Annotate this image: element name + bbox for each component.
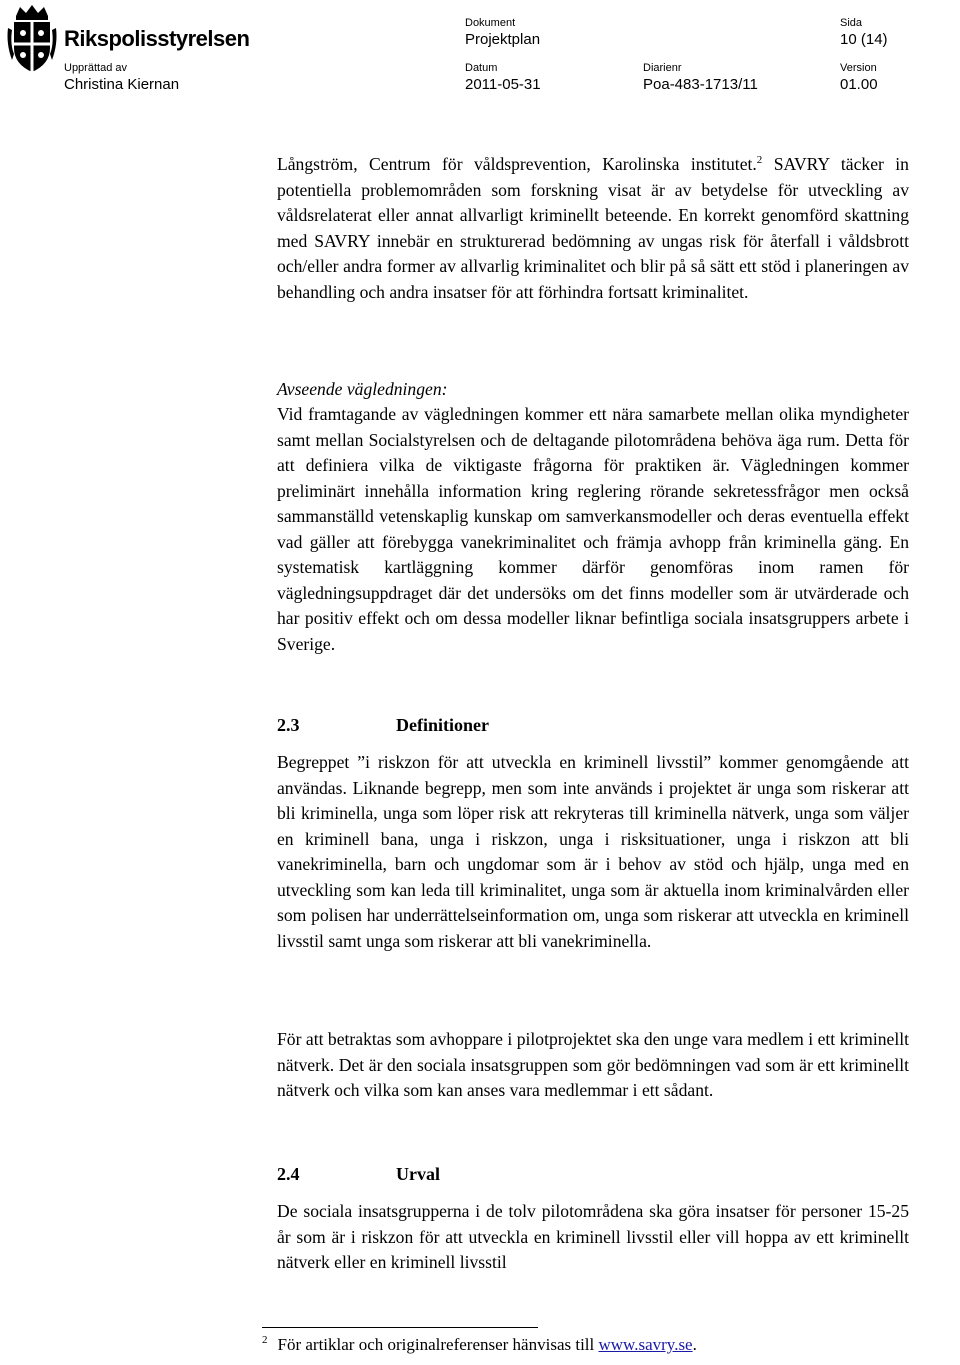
footnote-ref[interactable]: 2 <box>756 154 763 167</box>
footnote-number: 2 <box>262 1334 268 1347</box>
date-field <box>465 62 541 94</box>
author-field <box>64 62 179 94</box>
intro-text-2: SAVRY täcker in potentiella problemområden som forskning visat är av betydelse för utveckling av våldsrelaterat eller annat allvarligt kriminellt beteende. En korrekt genomförd skattning med SAVRY innebär en strukturerad bedömning av ungas risk för återfall i våldsbrott och/eller andra former av allvarlig kriminalitet och blir på så sätt ett stöd i planeringen av behandling och andra insatser för att förhindra fortsatt kriminalitet. <box>277 154 909 302</box>
author-value: Christina Kiernan <box>64 76 180 93</box>
section-number: 2.3 <box>277 715 300 735</box>
footnote-text: För artiklar och originalreferenser hänvisas till <box>277 1335 599 1354</box>
registry-value: Poa-483-1713/11 <box>643 76 758 93</box>
guidance-heading: Avseende vägledningen: <box>277 379 448 399</box>
version-value: 01.00 <box>840 76 878 93</box>
document-value: Projektplan <box>465 31 541 48</box>
page-field <box>840 17 888 49</box>
intro-text-1: Långström, Centrum för våldsprevention, Karolinska institutet. <box>277 154 757 174</box>
document-header <box>0 0 960 100</box>
defector-paragraph: För att betraktas som avhoppare i pilotprojektet ska den unge vara medlem i ett kriminellt nätverk. Det är den sociala insatsgruppen som gör bedömningen vad som är ett kriminellt nätverk och vilka som kan anses vara medlemmar i ett sådant. <box>277 1029 909 1100</box>
coat-of-arms-icon <box>6 4 58 76</box>
guidance-paragraph: Vid framtagande av vägledningen kommer ett nära samarbete mellan olika myndigheter samt mellan Socialstyrelsen och de deltagande pilotområdena behöva äga rum. Detta för att definiera vilka de viktigaste frågorna för praktiken är. Vägledningen kommer preliminärt innehålla information kring reglering rörande sekretessfrågor men också sammanställd vetenskaplig kunskap om samverkansmodeller och deras eventuella effekt vad gäller att förebygga vanekriminalitet och främja avhopp från kriminella gäng. En systematisk kartläggning kommer därför genomföras inom ramen för vägledningsuppdraget där det undersöks om det finns modeller som är utvärderade och har positiv effekt och om dessa modeller liknar befintliga sociala insatsgruppers arbete i Sverige. <box>277 404 909 654</box>
author-label: Upprättad av <box>64 62 127 74</box>
intro-paragraph <box>277 152 909 305</box>
org-name: Rikspolisstyrelsen <box>64 26 250 51</box>
version-label: Version <box>840 62 877 74</box>
section-title: Definitioner <box>396 715 489 735</box>
footnote-separator <box>262 1327 538 1328</box>
version-field <box>840 62 878 94</box>
footnote <box>262 1332 697 1357</box>
page-value: 10 (14) <box>840 31 888 48</box>
registry-label: Diarienr <box>643 62 682 74</box>
document-label: Dokument <box>465 17 516 29</box>
document-field <box>465 17 540 49</box>
date-value: 2011-05-31 <box>465 76 541 93</box>
registry-field <box>643 62 758 94</box>
savry-link[interactable]: www.savry.se <box>598 1335 693 1354</box>
selection-paragraph: De sociala insatsgrupperna i de tolv pilotområdena ska göra insatser för personer 15-25 år som är i riskzon för att utveckla en kriminell livsstil eller vill hoppa av ett kriminellt nätverk eller en kriminell livsstil <box>277 1201 909 1272</box>
footnote-end: . <box>692 1335 697 1354</box>
section-title: Urval <box>396 1164 440 1184</box>
section-number: 2.4 <box>277 1164 300 1184</box>
date-label: Datum <box>465 62 498 74</box>
page-label: Sida <box>840 17 863 29</box>
definitions-paragraph: Begreppet ”i riskzon för att utveckla en kriminell livsstil” kommer genomgående att användas. Liknande begrepp, men som inte används i projektet är unga som riskerar att bli kriminella, unga som löper risk att rekryteras till kriminella nätverk, unga som väljer en kriminell bana, unga i riskzon, unga i risksituationer, unga i riskzon att bli vanekriminella, barn och ungdomar som är i behov av stöd och hjälp, unga med en utveckling som kan leda till kriminalitet, unga som är aktuella inom kriminalvården eller som polisen har underrättelseinformation om, unga som riskerar att utveckla en kriminell livsstil samt unga som riskerar att bli vanekriminella. <box>277 752 909 951</box>
